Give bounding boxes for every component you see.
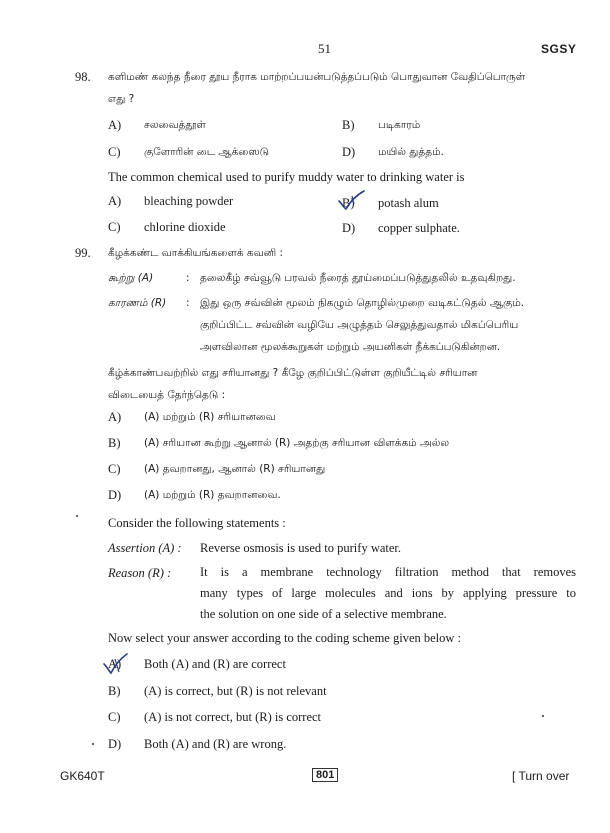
colon: : [186,272,190,284]
q99-tamil-option-c-label: C) [108,462,121,476]
q98-english-option-d-label: D) [342,221,356,235]
q99-tamil-select-line-1: கீழ்க்காண்பவற்றில் எது சரியானது ? கீழே குறிப்பிட்டுள்ள குறியீட்டில் சரியான [108,367,478,379]
q99-tamil-reason-line-3: அளவிலான மூலக்கூறுகள் மற்றும் அயனிகள் நீக்கப்படுகின்றன. [200,341,501,353]
q98-english-option-c: chlorine dioxide [144,220,226,234]
q99-reason-line-3: the solution on one side of a selective membrane. [200,607,447,621]
q99-tamil-assertion-label: கூற்று (A) [108,272,154,284]
q99-english-option-c-label: C) [108,710,121,724]
q99-english-option-b: (A) is correct, but (R) is not relevant [144,684,327,698]
q99-tamil-option-d-label: D) [108,488,122,502]
q99-reason-text [200,562,576,625]
q98-tamil-line-1: களிமண் கலந்த நீரை தூய நீராக மாற்றப்பயன்படுத்தப்படும் பொதுவான வேதிப்பொருள் [108,71,526,83]
q99-english-option-b-label: B) [108,684,121,698]
ink-dot [92,743,94,745]
q98-tamil-option-a-label: A) [108,118,122,132]
q99-english-option-d: Both (A) and (R) are wrong. [144,737,287,751]
q99-tamil-option-c: (A) தவறானது, ஆனால் (R) சரியானது [144,463,326,475]
q99-tamil-option-b-label: B) [108,436,121,450]
q98-english-option-b: potash alum [378,196,439,210]
q98-english-option-a-label: A) [108,194,122,208]
q98-tamil-option-b: படிகாரம் [378,119,421,131]
q98-english-option-c-label: C) [108,220,121,234]
ink-dot [76,515,78,517]
q99-tamil-option-b: (A) சரியான கூற்று ஆனால் (R) அதற்கு சரியான விளக்கம் அல்ல [144,437,450,449]
q99-reason-line-1: It is a membrane technology filtration method that removes [200,565,576,579]
q98-tamil-option-c: குளோரின் டை ஆக்ஸைடு [144,146,269,158]
q99-tamil-option-d: (A) மற்றும் (R) தவறானவை. [144,489,281,501]
q99-reason-label: Reason (R) : [108,566,172,580]
question-number-99: 99. [75,246,91,260]
q98-english-option-b-label: B) [342,196,355,210]
q99-assertion-label: Assertion (A) : [108,541,182,555]
q98-english-question: The common chemical used to purify muddy water to drinking water is [108,170,465,184]
q98-tamil-option-a: சலவைத்தூள் [144,119,206,131]
checkmark-icon [101,650,129,676]
ink-dot [542,715,544,717]
q98-english-option-a: bleaching powder [144,194,234,208]
footer-booklet-code: GK640T [60,769,105,783]
q99-english-option-a-label: A) [108,657,122,671]
paper-code: SGSY [541,42,577,56]
footer-page-box: 801 [312,768,338,782]
q99-english-select: Now select your answer according to the coding scheme given below : [108,631,462,645]
q99-english-option-c: (A) is not correct, but (R) is correct [144,710,322,724]
q99-reason-line-2: many types of large molecules and ions by applying pressure to [200,586,576,600]
q98-tamil-option-d: மயில் துத்தம். [378,146,444,158]
q99-tamil-reason-line-1: இது ஒரு சவ்வின் மூலம் நிகழும் தொழில்முறை வடிகட்டுதல் ஆகும். [200,297,525,309]
q99-tamil-intro: கீழக்கண்ட வாக்கியங்களைக் கவனி : [108,247,284,259]
page-number: 51 [318,41,331,56]
q98-tamil-option-b-label: B) [342,118,355,132]
q99-assertion-text: Reverse osmosis is used to purify water. [200,541,402,555]
checkmark-icon [336,188,366,212]
q99-tamil-assertion-text: தலைகீழ் சவ்வூடு பரவல் நீரைத் தூய்மைப்படுத்துதலில் உதவுகிறது. [200,272,516,284]
q98-tamil-line-2: எது ? [108,93,135,105]
q98-english-option-d: copper sulphate. [378,221,460,235]
q99-english-option-a: Both (A) and (R) are correct [144,657,286,671]
q99-english-intro: Consider the following statements : [108,516,286,530]
q99-tamil-option-a-label: A) [108,410,122,424]
q99-tamil-reason-label: காரணம் (R) [108,297,167,309]
q98-tamil-option-d-label: D) [342,145,356,159]
question-number-98: 98. [75,70,91,84]
q99-tamil-reason-line-2: குறிப்பிட்ட சவ்வின் வழியே அழுத்தம் செலுத்துவதால் மிகப்பெரிய [200,319,519,331]
q99-english-option-d-label: D) [108,737,122,751]
q98-tamil-option-c-label: C) [108,145,121,159]
q99-tamil-select-line-2: விடையைத் தேர்ந்தெடு : [108,389,226,401]
colon: : [186,297,190,309]
footer-turn-over: [ Turn over [512,769,570,783]
q99-tamil-option-a: (A) மற்றும் (R) சரியானவை [144,411,276,423]
